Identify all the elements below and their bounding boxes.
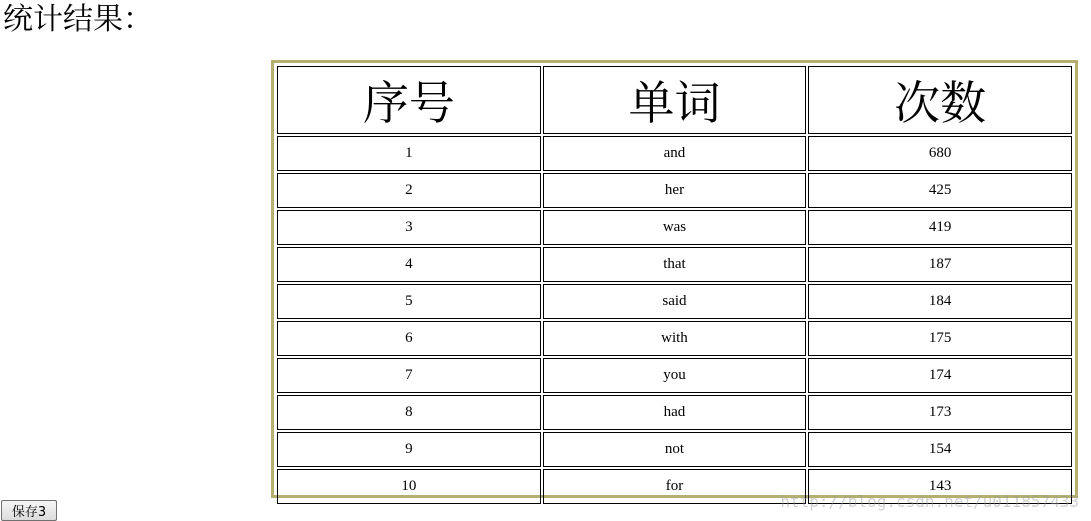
column-header-index: 序号	[277, 66, 541, 134]
table-row	[277, 432, 1072, 467]
cell-count: 143	[808, 469, 1072, 504]
table-row	[277, 358, 1072, 393]
cell-word: that	[543, 247, 807, 282]
table-row	[277, 173, 1072, 208]
save-button[interactable]: 保存3	[1, 500, 57, 521]
table-row	[277, 321, 1072, 356]
cell-index: 9	[277, 432, 541, 467]
cell-word: you	[543, 358, 807, 393]
table-row	[277, 136, 1072, 171]
cell-index: 8	[277, 395, 541, 430]
results-table-frame	[271, 60, 1078, 498]
cell-index: 3	[277, 210, 541, 245]
cell-index: 1	[277, 136, 541, 171]
cell-count: 175	[808, 321, 1072, 356]
cell-word: not	[543, 432, 807, 467]
watermark: http://blog.csdn.net/u011857433	[780, 492, 1079, 511]
cell-index: 5	[277, 284, 541, 319]
table-row	[277, 284, 1072, 319]
table-row	[277, 210, 1072, 245]
cell-index: 4	[277, 247, 541, 282]
column-header-count: 次数	[808, 66, 1072, 134]
cell-word: said	[543, 284, 807, 319]
cell-index: 7	[277, 358, 541, 393]
table-row	[277, 247, 1072, 282]
table-row	[277, 395, 1072, 430]
cell-word: was	[543, 210, 807, 245]
cell-word: her	[543, 173, 807, 208]
results-table	[275, 64, 1074, 506]
cell-count: 173	[808, 395, 1072, 430]
cell-index: 2	[277, 173, 541, 208]
cell-count: 184	[808, 284, 1072, 319]
cell-count: 154	[808, 432, 1072, 467]
cell-count: 174	[808, 358, 1072, 393]
cell-count: 187	[808, 247, 1072, 282]
cell-count: 680	[808, 136, 1072, 171]
cell-count: 419	[808, 210, 1072, 245]
table-header-row	[277, 66, 1072, 134]
cell-count: 425	[808, 173, 1072, 208]
cell-word: had	[543, 395, 807, 430]
cell-word: with	[543, 321, 807, 356]
cell-word: and	[543, 136, 807, 171]
cell-word: for	[543, 469, 807, 504]
column-header-word: 单词	[543, 66, 807, 134]
page-title: 统计结果：	[3, 2, 153, 37]
cell-index: 10	[277, 469, 541, 504]
cell-index: 6	[277, 321, 541, 356]
